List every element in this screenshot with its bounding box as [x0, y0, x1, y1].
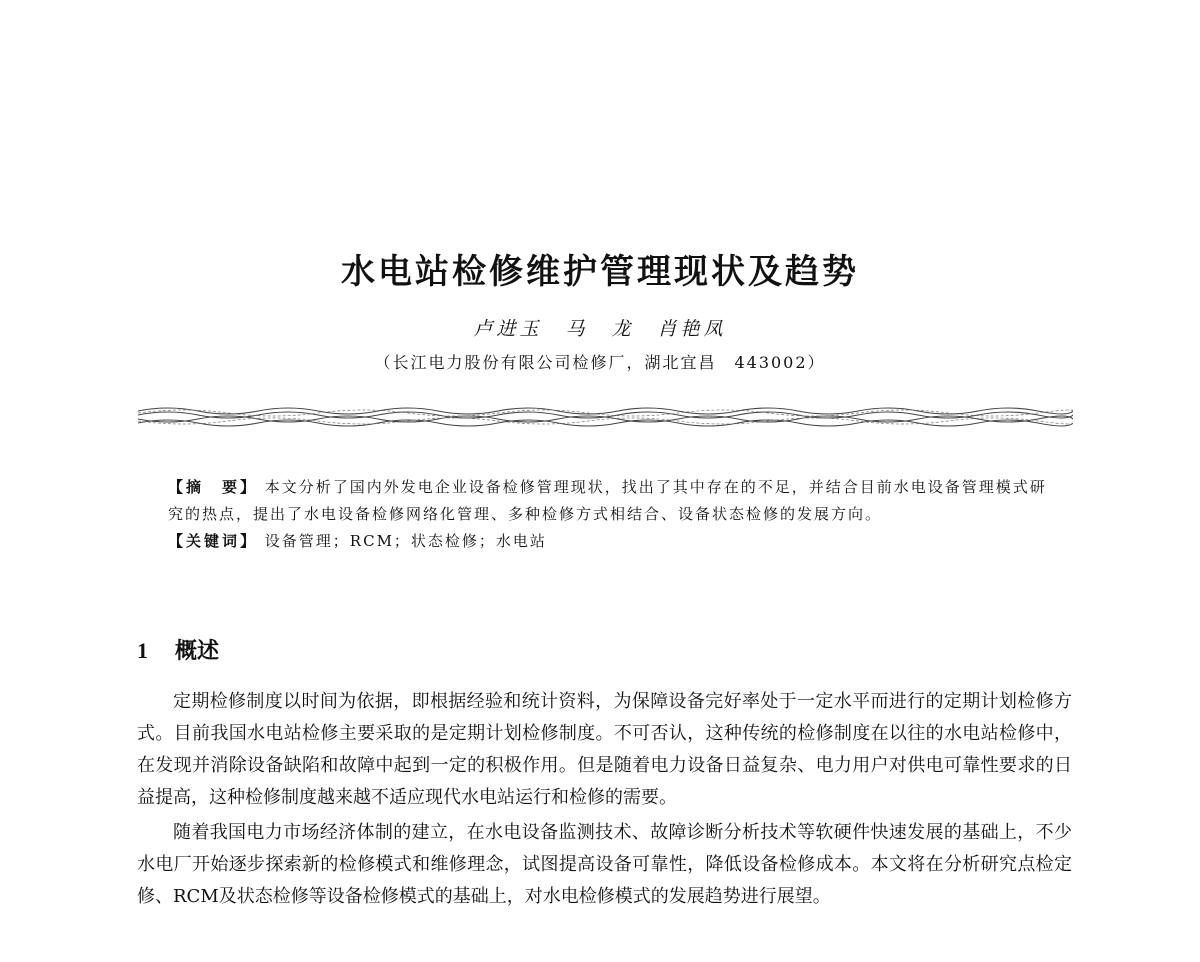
abstract-paragraph — [168, 474, 1048, 528]
section-body — [137, 686, 1072, 916]
abstract-block — [168, 474, 1048, 555]
keywords-text: 设备管理；RCM；状态检修；水电站 — [264, 532, 547, 550]
author-affiliation: （长江电力股份有限公司检修厂，湖北宜昌 443002） — [374, 353, 826, 372]
decorative-wave-divider — [138, 403, 1073, 429]
body-paragraph: 随着我国电力市场经济体制的建立，在水电设备监测技术、故障诊断分析技术等软硬件快速发展的基础上，不少水电厂开始逐步探索新的检修模式和维修理念，试图提高设备可靠性，降低设备检修成本。本文将在分析研究点检定修、RCM及状态检修等设备检修模式的基础上，对水电检修模式的发展趋势进行展望。 — [137, 822, 1072, 907]
author-list: 卢进玉 马 龙 肖艳凤 — [473, 318, 727, 340]
section-title: 概述 — [175, 639, 220, 664]
keywords-label: 【关键词】 — [168, 532, 259, 550]
paper-title: 水电站检修维护管理现状及趋势 — [341, 252, 859, 292]
abstract-text: 本文分析了国内外发电企业设备检修管理现状，找出了其中存在的不足，并结合目前水电设备管理模式研究的热点，提出了水电设备检修网络化管理、多种检修方式相结合、设备状态检修的发展方向。 — [168, 478, 1047, 523]
section-heading — [137, 634, 219, 665]
abstract-label: 【摘 要】 — [168, 478, 259, 496]
keywords-paragraph — [168, 528, 1048, 555]
section-number: 1 — [137, 638, 148, 663]
body-paragraph: 定期检修制度以时间为依据，即根据经验和统计资料，为保障设备完好率处于一定水平而进行的定期计划检修方式。目前我国水电站检修主要采取的是定期计划检修制度。不可否认，这种传统的检修制度在以往的水电站检修中，在发现并消除设备缺陷和故障中起到一定的积极作用。但是随着电力设备日益复杂、电力用户对供电可靠性要求的日益提高，这种检修制度越来越不适应现代水电站运行和检修的需要。 — [137, 691, 1072, 808]
